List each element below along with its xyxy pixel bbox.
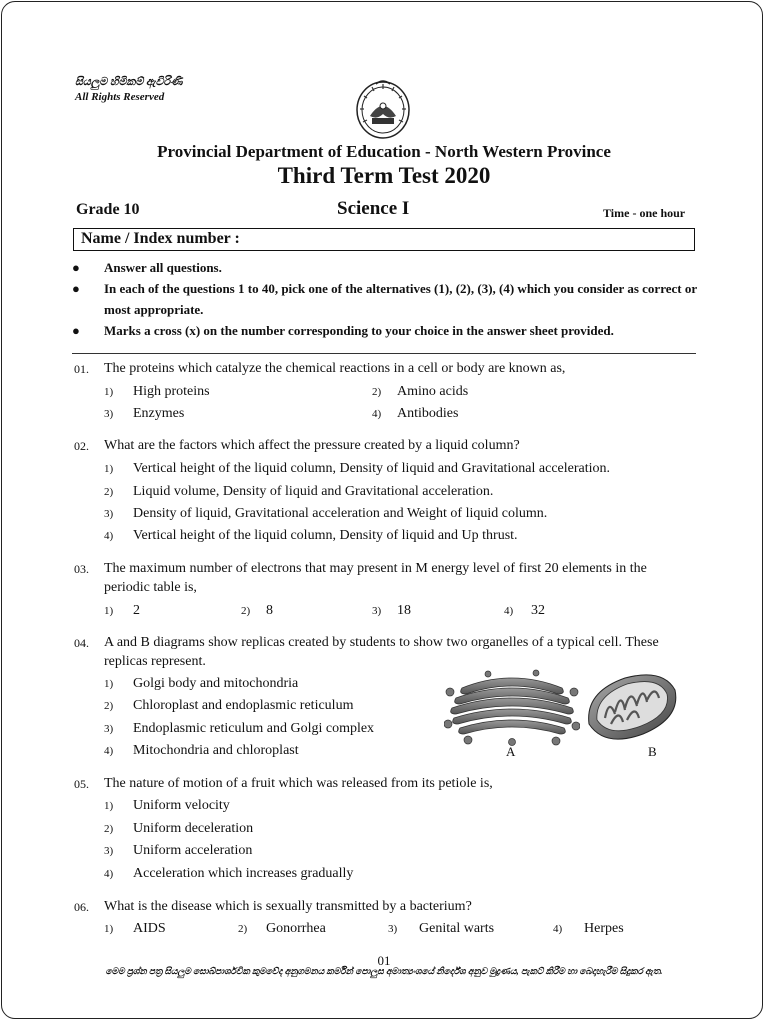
figure-label-b: B <box>648 744 657 759</box>
instruction-3 <box>72 320 697 341</box>
copyright-notice <box>75 75 182 105</box>
instruction-1 <box>72 257 697 278</box>
instruction-text: In each of the questions 1 to 40, pick one of the alternatives (1), (2), (3), (4) which you consider as correct or most appropriate. <box>104 281 697 317</box>
option-text: Amino acids <box>397 384 469 399</box>
instruction-text: Marks a cross (x) on the number corresponding to your choice in the answer sheet provided. <box>104 323 614 338</box>
option-text: Chloroplast and endoplasmic reticulum <box>133 698 354 713</box>
option-text: 18 <box>397 603 411 618</box>
question-text: The maximum number of electrons that may present in M energy level of first 20 elements in the <box>104 561 647 576</box>
option-text: Golgi body and mitochondria <box>133 676 299 691</box>
name-index-label: Name / Index number : <box>81 230 240 247</box>
bullet-icon: ● <box>72 260 80 275</box>
option-number: 2) <box>104 486 114 498</box>
question-number: 06. <box>74 900 89 914</box>
option-number: 3) <box>104 508 114 520</box>
option-number: 1) <box>104 678 114 690</box>
option-text: 8 <box>266 603 273 618</box>
option-text: Acceleration which increases gradually <box>133 866 354 881</box>
question-text: A and B diagrams show replicas created by students to show two organelles of a typical cell. These <box>104 635 659 650</box>
option-text: Density of liquid, Gravitational acceleration and Weight of liquid column. <box>133 506 548 521</box>
option-text: Liquid volume, Density of liquid and Gravitational acceleration. <box>133 484 494 499</box>
option-number: 1) <box>104 463 114 475</box>
option-number: 2) <box>241 605 251 617</box>
time-allowed: Time - one hour <box>603 206 686 220</box>
option-number: 1) <box>104 605 114 617</box>
option-text: AIDS <box>133 921 166 936</box>
option-number: 3) <box>104 408 114 420</box>
option-text: Enzymes <box>133 406 185 421</box>
question-number: 05. <box>74 777 89 791</box>
question-text: replicas represent. <box>104 654 206 669</box>
option-number: 3) <box>104 845 114 857</box>
question-text: periodic table is, <box>104 580 197 595</box>
option-text: Vertical height of the liquid column, Density of liquid and Gravitational acceleration. <box>133 461 611 476</box>
name-index-field[interactable] <box>73 228 695 251</box>
option-number: 3) <box>104 723 114 735</box>
option-text: Genital warts <box>419 921 495 936</box>
option-text: Gonorrhea <box>266 921 326 936</box>
copyright-sinhala: සියලුම හිමිකම් ඇවිරිණි <box>75 76 183 88</box>
department-name: Provincial Department of Education - North Western Province <box>157 142 611 161</box>
grade-label: Grade 10 <box>76 201 140 218</box>
option-text: Uniform velocity <box>133 798 230 813</box>
question-number: 04. <box>74 636 89 650</box>
option-text: 2 <box>133 603 140 618</box>
option-text: Endoplasmic reticulum and Golgi complex <box>133 721 375 736</box>
option-number: 4) <box>104 745 114 757</box>
option-number: 4) <box>372 408 382 420</box>
option-text: Herpes <box>584 921 624 936</box>
instruction-text: Answer all questions. <box>104 260 222 275</box>
option-text: Vertical height of the liquid column, Density of liquid and Up thrust. <box>133 528 518 543</box>
question-number: 01. <box>74 362 89 376</box>
figure-label-a: A <box>506 744 516 759</box>
footer-note: මෙම ප්‍රශ්න පත්‍ර සියලුම සොබ්පාර්ශවික කුමවේද අනුගමනය කර්මින් පොලුස අමාත්‍යංශයේ නිර්දේශ අනුව මුද්‍රණය, පැකට් කිරීම හා බෙදාහැරීම සිදුකර ඇත. <box>105 966 663 976</box>
question-number: 02. <box>74 439 89 453</box>
divider <box>72 353 696 354</box>
bullet-icon: ● <box>72 323 80 338</box>
option-number: 4) <box>104 530 114 542</box>
option-number: 3) <box>372 605 382 617</box>
option-text: High proteins <box>133 384 210 399</box>
option-text: Uniform acceleration <box>133 843 253 858</box>
question-number: 03. <box>74 562 89 576</box>
subject-title: Science I <box>337 198 410 219</box>
option-text: Uniform deceleration <box>133 821 254 836</box>
option-number: 3) <box>388 923 398 935</box>
option-number: 1) <box>104 800 114 812</box>
option-text: Antibodies <box>397 406 459 421</box>
option-number: 2) <box>238 923 248 935</box>
golgi-body-diagram-icon <box>444 666 580 748</box>
option-number: 1) <box>104 923 114 935</box>
option-number: 4) <box>504 605 514 617</box>
copyright-english: All Rights Reserved <box>75 91 165 103</box>
mitochondrion-diagram-icon <box>583 668 679 748</box>
option-number: 4) <box>104 868 114 880</box>
question-text: What is the disease which is sexually transmitted by a bacterium? <box>104 899 472 914</box>
test-title: Third Term Test 2020 <box>277 163 491 188</box>
provincial-emblem-icon <box>354 76 412 140</box>
instruction-2 <box>72 278 697 320</box>
bullet-icon: ● <box>72 281 80 296</box>
page-number: 01 <box>377 953 391 968</box>
question-text: The proteins which catalyze the chemical reactions in a cell or body are known as, <box>104 361 566 376</box>
option-number: 1) <box>104 386 114 398</box>
option-number: 2) <box>104 700 114 712</box>
option-number: 2) <box>104 823 114 835</box>
option-text: 32 <box>531 603 545 618</box>
question-text: What are the factors which affect the pressure created by a liquid column? <box>104 438 520 453</box>
option-number: 4) <box>553 923 563 935</box>
option-number: 2) <box>372 386 382 398</box>
question-text: The nature of motion of a fruit which was released from its petiole is, <box>104 776 493 791</box>
option-text: Mitochondria and chloroplast <box>133 743 299 758</box>
